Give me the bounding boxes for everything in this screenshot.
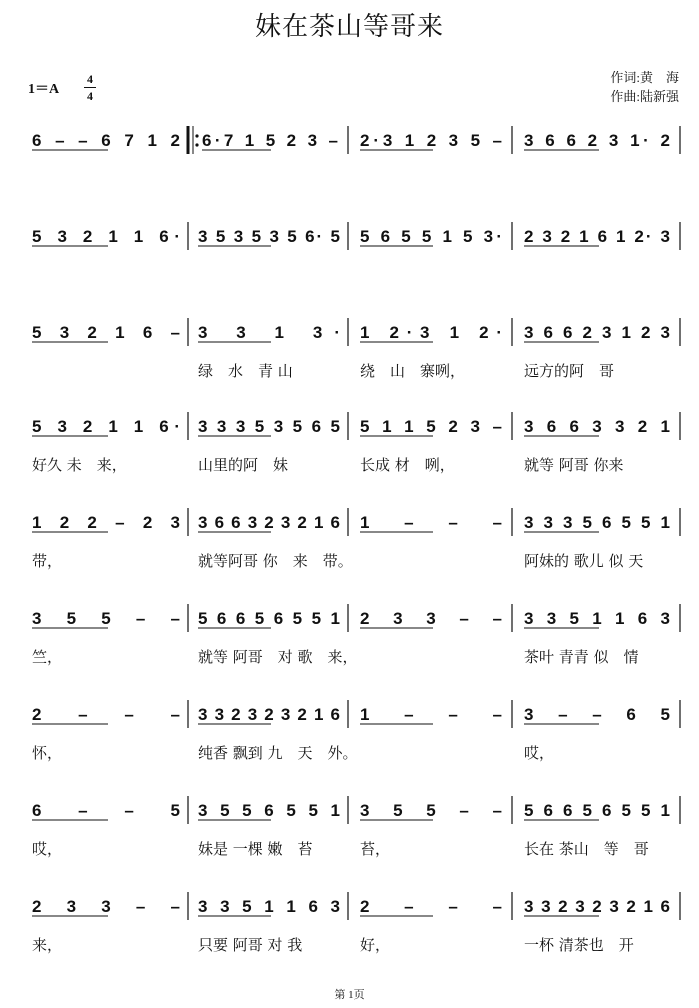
measure-notes: 5 6 6 5 6 5 5 1 <box>198 609 340 628</box>
measure-notes: 2 – – – <box>360 897 502 916</box>
measure-lyric: 长在 茶山 等 哥 <box>524 840 649 858</box>
measure-notes: 1 – – – <box>360 513 502 532</box>
measure-notes: 2 3 3 – – <box>360 609 502 628</box>
measure-lyric: 纯香 飘到 九 天 外。 <box>198 744 358 762</box>
measure-lyric: 就等阿哥 你 来 带。 <box>198 552 353 570</box>
measure-notes: 2·3 1 2 3 5 – <box>360 131 502 150</box>
measure-lyric: 好， <box>360 936 391 954</box>
measure-notes: 3 3 1 3· <box>198 323 340 342</box>
measure-lyric: 带， <box>32 552 63 570</box>
measure-notes: 6·7 1 5 2 3 – <box>202 131 338 150</box>
measure-notes: 2 3 3 – – <box>32 897 180 916</box>
measure-notes: 5 3 2 1 6 – <box>32 323 180 342</box>
measure-notes: 3 6 6 3 3 2 1 <box>524 417 670 436</box>
measure-notes: 5 3 2 1 1 6· <box>32 417 180 436</box>
measure-lyric: 远方的阿 哥 <box>524 362 615 380</box>
key-signature: 1＝A <box>28 82 60 97</box>
composer-credit: 作曲:陆新强 <box>610 89 679 104</box>
measure-notes: 3 3 2 3 2 3 2 1 6 <box>524 897 670 916</box>
measure-notes: 3 5 5 6 5 5 1 <box>198 801 340 820</box>
repeat-dot <box>195 143 198 146</box>
measure-lyric: 长成 材 咧， <box>360 456 455 474</box>
measure-lyric: 茶叶 青青 似 情 <box>524 648 639 666</box>
page-footer: 第 1页 <box>334 989 365 1001</box>
measure-lyric: 怀， <box>32 744 63 762</box>
measure-lyric: 妹是 一棵 嫩 苔 <box>198 840 313 858</box>
measure-notes: 6 – – 5 <box>32 801 180 820</box>
lyricist-credit: 作词:黄 海 <box>610 70 679 85</box>
measure-notes: 3 3 5 1 1 6 3 <box>198 897 340 916</box>
measure-notes: 1 2·3 1 2· <box>360 323 502 342</box>
measure-lyric: 只要 阿哥 对 我 <box>198 936 303 954</box>
measure-notes: 2 – – – <box>32 705 180 724</box>
measure-notes: 3 5 3 5 3 5 6· 5 <box>198 227 340 246</box>
measure-lyric: 竺， <box>32 648 63 666</box>
measure-lyric: 苔， <box>360 840 391 858</box>
measure-lyric: 就等 阿哥 对 歌 来， <box>198 648 358 666</box>
measure-notes: 3 6 6 2 3 1· 2 <box>524 131 670 150</box>
measure-notes: 3 3 3 5 3 5 6 5 <box>198 417 340 436</box>
measure-notes: 3 5 5 – – <box>32 609 180 628</box>
time-signature-top: 4 <box>87 72 93 86</box>
measure-lyric: 绿 水 青 山 <box>198 362 293 380</box>
measure-lyric: 好久 未 来， <box>32 456 127 474</box>
measure-notes: 5 3 2 1 1 6· <box>32 227 180 246</box>
measure-notes: 1 – – – <box>360 705 502 724</box>
measure-lyric: 哎， <box>32 840 63 858</box>
measure-lyric: 阿妹的 歌儿 似 天 <box>524 552 644 570</box>
measure-lyric: 绕 山 寨咧， <box>360 362 466 380</box>
measure-notes: 3 3 2 3 2 3 2 1 6 <box>198 705 340 724</box>
measure-notes: 1 2 2 – 2 3 <box>32 513 180 532</box>
measure-notes: 3 6 6 3 2 3 2 1 6 <box>198 513 340 532</box>
measure-notes: 5 6 6 5 6 5 5 1 <box>524 801 670 820</box>
measure-notes: 2 3 2 1 6 1 2· 3 <box>524 227 670 246</box>
measure-lyric: 山里的阿 妹 <box>198 456 289 474</box>
measure-lyric: 一杯 清茶也 开 <box>524 936 634 954</box>
page-title: 妹在茶山等哥来 <box>254 12 444 41</box>
measure-notes: 6 – – 6 7 1 2 <box>32 131 180 150</box>
measure-notes: 3 6 6 2 3 1 2 3 <box>524 323 670 342</box>
time-signature-bottom: 4 <box>87 89 93 103</box>
measure-notes: 3 3 5 1 1 6 3 <box>524 609 670 628</box>
measure-notes: 3 3 3 5 6 5 5 1 <box>524 513 670 532</box>
measure-lyric: 就等 阿哥 你来 <box>524 456 624 474</box>
measure-lyric: 哎， <box>524 744 555 762</box>
measure-notes: 3 – – 6 5 <box>524 705 670 724</box>
measure-notes: 5 6 5 5 1 5 3· <box>360 227 502 246</box>
measure-lyric: 来， <box>32 936 63 954</box>
repeat-dot <box>195 134 198 137</box>
measure-notes: 3 5 5 – – <box>360 801 502 820</box>
measure-notes: 5 1 1 5 2 3 – <box>360 417 502 436</box>
